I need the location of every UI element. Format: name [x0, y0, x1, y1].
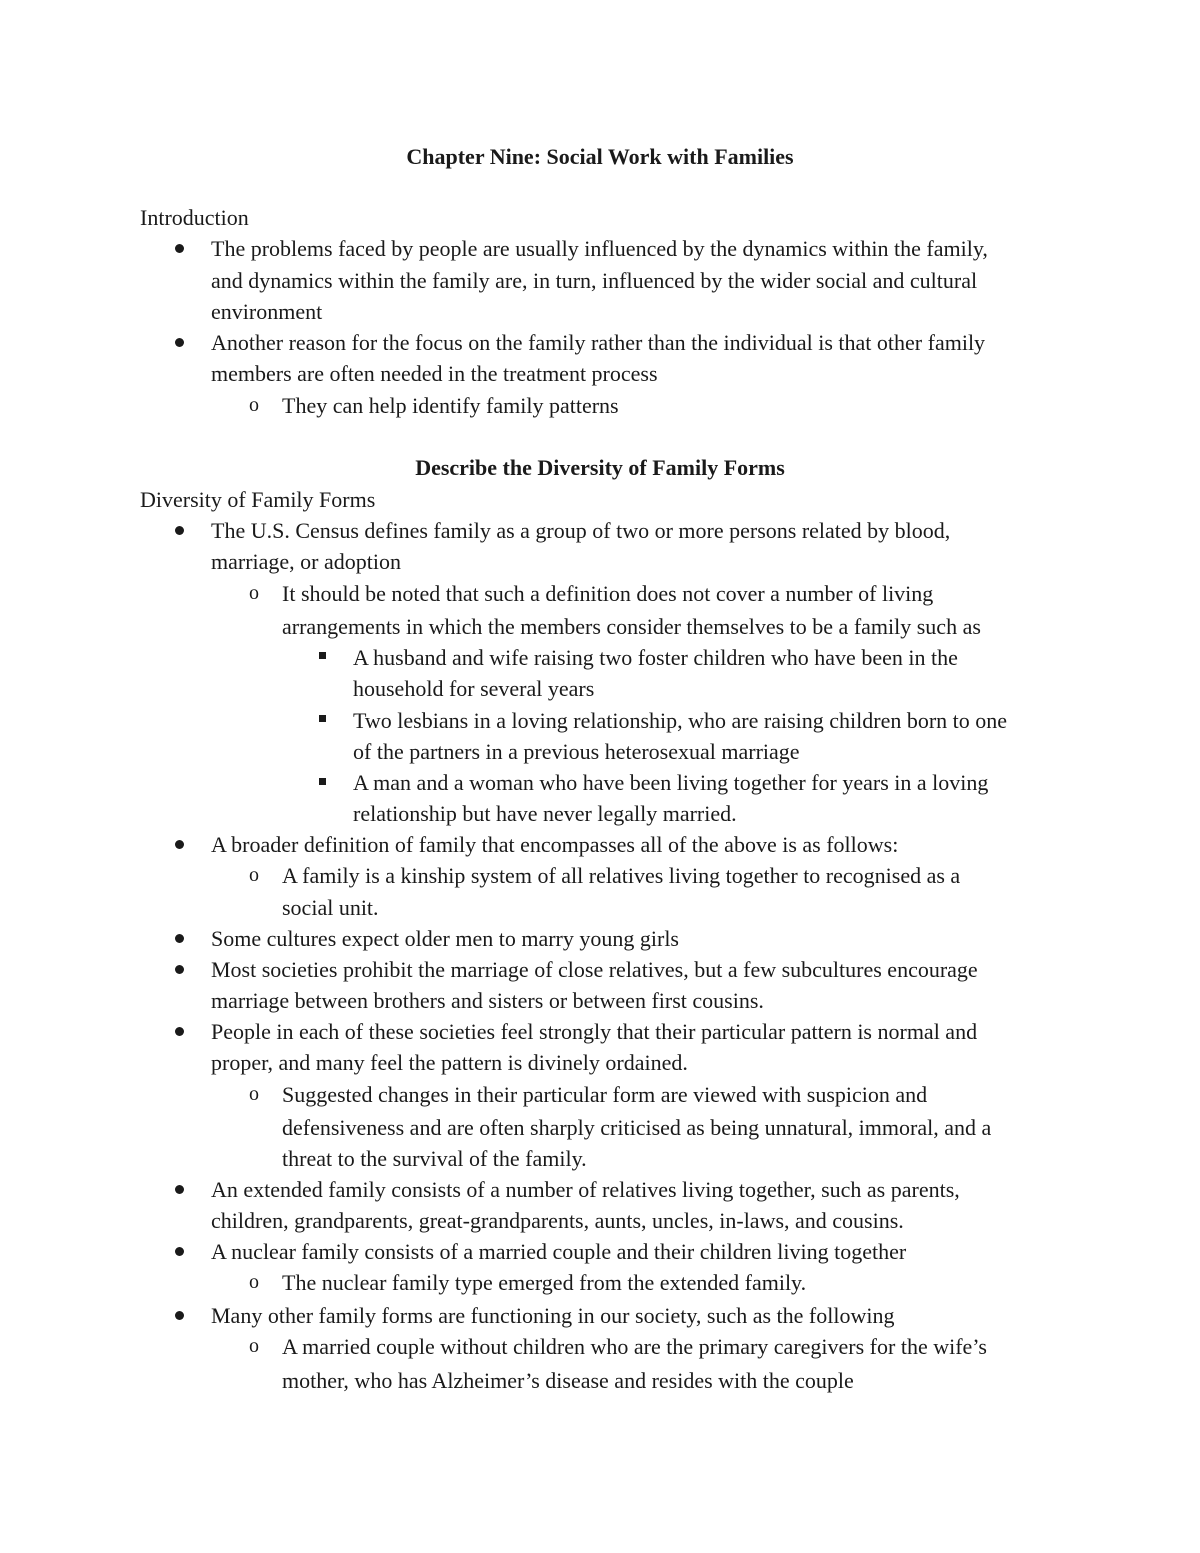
list-item-text: defensiveness and are often sharply criticised as being unnatural, immoral, and a: [282, 1115, 992, 1140]
bullet-icon: [175, 1185, 184, 1194]
bullet-icon: [175, 934, 184, 943]
bullet-icon: [175, 244, 184, 253]
list-item-text: A husband and wife raising two foster children who have been in the: [353, 645, 958, 670]
bullet-icon: [175, 338, 184, 347]
list-item-text: children, grandparents, great-grandparents, aunts, uncles, in-laws, and cousins.: [211, 1208, 904, 1233]
square-bullet-icon: [319, 715, 326, 722]
section-heading: Describe the Diversity of Family Forms: [415, 455, 785, 480]
circle-bullet-icon: o: [249, 1271, 259, 1293]
list-item-text: of the partners in a previous heterosexual marriage: [353, 739, 800, 764]
circle-bullet-icon: o: [249, 864, 259, 886]
list-item-text: Two lesbians in a loving relationship, who are raising children born to one: [353, 708, 1008, 733]
list-item-text: relationship but have never legally married.: [353, 801, 737, 826]
list-item-text: The nuclear family type emerged from the extended family.: [282, 1270, 807, 1295]
list-item-text: An extended family consists of a number of relatives living together, such as parents,: [211, 1177, 960, 1202]
list-item-text: The U.S. Census defines family as a group of two or more persons related by blood,: [211, 518, 951, 543]
list-item-text: Another reason for the focus on the family rather than the individual is that other family: [211, 330, 986, 355]
list-item-text: The problems faced by people are usually influenced by the dynamics within the family,: [211, 236, 988, 261]
circle-bullet-icon: o: [249, 582, 259, 604]
list-item-text: A man and a woman who have been living together for years in a loving: [353, 770, 989, 795]
bullet-icon: [175, 840, 184, 849]
list-item-text: People in each of these societies feel strongly that their particular pattern is normal and: [211, 1019, 978, 1044]
list-item-text: Some cultures expect older men to marry young girls: [211, 926, 679, 951]
bullet-icon: [175, 1311, 184, 1320]
list-item-text: A family is a kinship system of all relatives living together to recognised as a: [282, 863, 961, 888]
list-item-text: social unit.: [282, 895, 379, 920]
circle-bullet-icon: o: [249, 394, 259, 416]
list-item-text: environment: [211, 299, 323, 324]
list-item-text: members are often needed in the treatment process: [211, 361, 658, 386]
list-item-text: and dynamics within the family are, in turn, influenced by the wider social and cultural: [211, 268, 978, 293]
list-item-text: It should be noted that such a definition does not cover a number of living: [282, 581, 934, 606]
list-item-text: marriage, or adoption: [211, 549, 401, 574]
list-item-text: arrangements in which the members consider themselves to be a family such as: [282, 614, 981, 639]
circle-bullet-icon: o: [249, 1083, 259, 1105]
list-item-text: A married couple without children who are the primary caregivers for the wife’s: [282, 1334, 987, 1359]
bullet-icon: [175, 526, 184, 535]
list-item-text: proper, and many feel the pattern is divinely ordained.: [211, 1050, 688, 1075]
list-item-text: marriage between brothers and sisters or between first cousins.: [211, 988, 764, 1013]
circle-bullet-icon: o: [249, 1335, 259, 1357]
list-item-text: A nuclear family consists of a married couple and their children living together: [211, 1239, 907, 1264]
section-label-diversity: Diversity of Family Forms: [140, 487, 376, 512]
bullet-icon: [175, 1247, 184, 1256]
square-bullet-icon: [319, 778, 326, 785]
list-item-text: Most societies prohibit the marriage of close relatives, but a few subcultures encourage: [211, 957, 978, 982]
list-item-text: Many other family forms are functioning in our society, such as the following: [211, 1303, 895, 1328]
list-item-text: household for several years: [353, 676, 595, 701]
bullet-icon: [175, 1027, 184, 1036]
list-item-text: threat to the survival of the family.: [282, 1146, 587, 1171]
bullet-icon: [175, 965, 184, 974]
list-item-text: They can help identify family patterns: [282, 393, 619, 418]
page-title: Chapter Nine: Social Work with Families: [406, 144, 794, 169]
list-item-text: mother, who has Alzheimer’s disease and resides with the couple: [282, 1368, 854, 1393]
list-item-text: A broader definition of family that encompasses all of the above is as follows:: [211, 832, 899, 857]
list-item-text: Suggested changes in their particular form are viewed with suspicion and: [282, 1082, 928, 1107]
square-bullet-icon: [319, 652, 326, 659]
section-label-introduction: Introduction: [140, 205, 249, 230]
